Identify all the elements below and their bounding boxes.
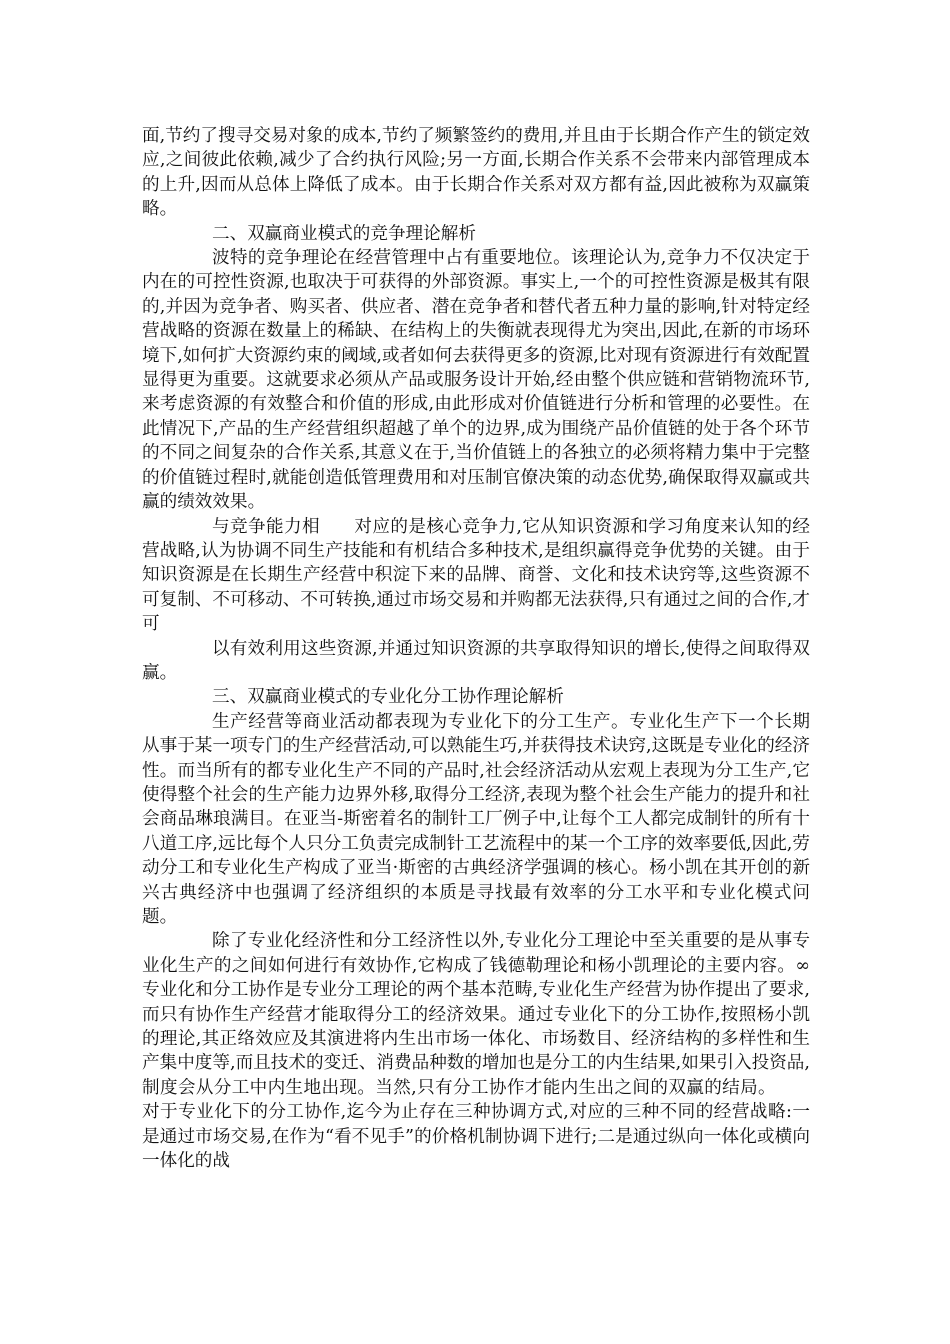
paragraph-competition-theory: 波特的竞争理论在经营管理中占有重要地位。该理论认为,竞争力不仅决定于内在的可控性资源,也取决于可获得的外部资源。事实上,一个的可控性资源是极其有限的,并因为竞争者、购买者、供应者、潜在竞争者和替代者五种力量的影响,针对特定经营战略的资源在数量上的稀缺、在结构上的失衡就表现得尤为突出,因此,在新的市场环境下,如何扩大资源约束的阈域,或者如何去获得更多的资源,比对现有资源进行有效配置显得更为重要。这就要求必须从产品或服务设计开始,经由整个供应链和营销物流环节,来考虑资源的有效整合和价值的形成,由此形成对价值链进行分析和管理的必要性。在此情况下,产品的生产经营组织超越了单个的边界,成为围绕产品价值链的处于各个环节的不同之间复杂的合作关系,其意义在于,当价值链上的各独立的必须将精力集中于完整的价值链过程时,就能创造低管理费用和对压制官僚决策的动态优势,确保取得双赢或共赢的绩效效果。 — [142, 248, 810, 513]
paragraph-core-competence — [142, 515, 810, 637]
paragraph-continued: 面,节约了搜寻交易对象的成本,节约了频繁签约的费用,并且由于长期合作产生的锁定效应,之间彼此依赖,减少了合约执行风险;另一方面,长期合作关系不会带来内部管理成本的上升,因而从总体上降低了成本。由于长期合作关系对双方都有益,因此被称为双赢策略。 — [142, 126, 810, 220]
paragraph-core-competence-body: 对应的是核心竞争力,它从知识资源和学习角度来认知的经营战略,认为协调不同生产技能和有机结合多种技术,是组织赢得竞争优势的关键。由于知识资源是在长期生产经营中积淀下来的品牌、商誉、文化和技术诀窍等,这些资源不可复制、不可移动、不可转换,通过市场交易和并购都无法获得,只有通过之间的合作,才可 — [142, 516, 810, 635]
paragraph-coordination-methods: 对于专业化下的分工协作,迄今为止存在三种协调方式,对应的三种不同的经营战略:一是通过市场交易,在作为“看不见手”的价格机制协调下进行;二是通过纵向一体化或横向一体化的战 — [142, 1102, 810, 1172]
paragraph-specialization: 生产经营等商业活动都表现为专业化下的分工生产。专业化生产下一个长期从事于某一项专门的生产经营活动,可以熟能生巧,并获得技术诀窍,这既是专业化的经济性。而当所有的都专业化生产不同的产品时,社会经济活动从宏观上表现为分工生产,它使得整个社会的生产能力边界外移,取得分工经济,表现为整个社会生产能力的提升和社会商品琳琅满目。在亚当-斯密着名的制针工厂例子中,让每个工人都完成制针的所有十八道工序,远比每个人只分工负责完成制针工艺流程中的某一个工序的效率要低,因此,劳动分工和专业化生产构成了亚当·斯密的古典经济学强调的核心。杨小凯在其开创的新兴古典经济中也强调了经济组织的本质是寻找最有效率的分工水平和专业化模式问题。 — [142, 711, 810, 927]
paragraph-core-competence-lead: 与竞争能力相 — [212, 516, 320, 537]
paragraph-knowledge-sharing: 以有效利用这些资源,并通过知识资源的共享取得知识的增长,使得之间取得双赢。 — [142, 638, 810, 683]
paragraph-division-cooperation-body: 除了专业化经济性和分工经济性以外,专业化分工理论中至关重要的是从事专业化生产的之间如何进行有效协作,它构成了钱德勒理论和杨小凯理论的主要内容。∞专业化和分工协作是专业分工理论的两个基本范畴,专业化生产经营为协作提出了要求,而只有协作生产经营才能取得分工的经济效果。通过专业化下的分工协作,按照杨小凯的理论,其正络效应及其演进将内生出市场一体化、市场数目、经济结构的多样性和生产集中度等,而且技术的变迁、消费品种数的增加也是分工的内生结果,如果引入投资品,制度会从分工中内生地出现。当然,只有分工协作才能内生出之间的双赢的结局。 — [142, 931, 810, 1098]
paragraph-division-cooperation — [142, 929, 810, 1173]
section-heading-3: 三、双赢商业模式的专业化分工协作理论解析 — [212, 687, 564, 708]
section-heading-2: 二、双赢商业模式的竞争理论解析 — [212, 223, 476, 244]
document-body — [142, 124, 810, 1173]
